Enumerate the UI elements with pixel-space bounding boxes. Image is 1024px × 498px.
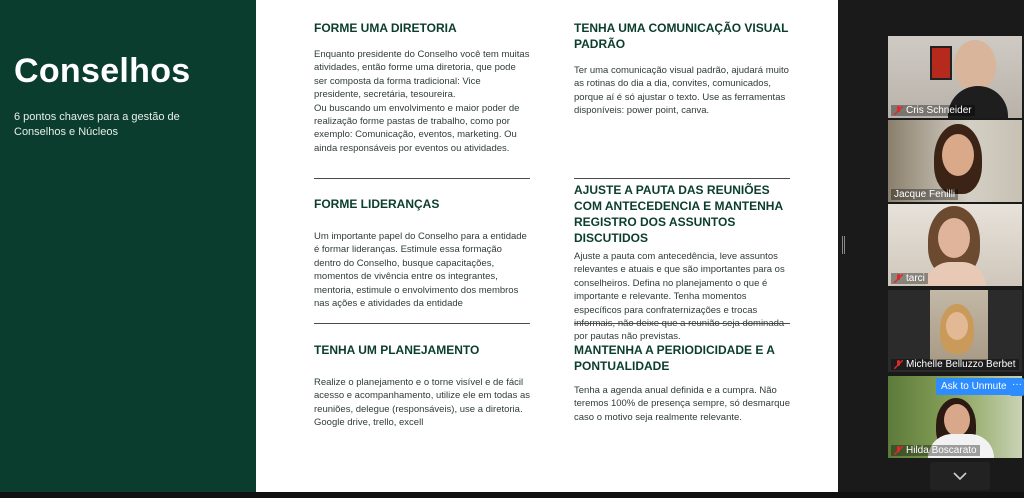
mic-muted-icon: [894, 360, 903, 369]
window-bottom-bar: [0, 492, 1024, 498]
section-title: TENHA UM PLANEJAMENTO: [314, 343, 480, 357]
section-body: Enquanto presidente do Conselho você tem muitas atividades, então forme uma diretoria, que pode ser composta da forma tradicional: Vice presidente, secretária, tesoureira. Ou buscando um envolvimento e maior poder de realização forme pastas de trabalho, como por exemplo: Comunicação, eventos, marketing. Ou ainda responsáveis por eventos ou atividades.: [314, 49, 530, 154]
participant-tile[interactable]: [888, 36, 1022, 118]
participant-name-label: Cris Schneider: [891, 105, 975, 116]
participant-face: [942, 134, 974, 176]
slide-brand-subtitle: 6 pontos chaves para a gestão de Conselhos e Núcleos: [14, 111, 180, 138]
section-divider: [574, 178, 790, 179]
section-planejamento: [314, 342, 530, 430]
panel-resize-handle[interactable]: [842, 236, 845, 254]
wall-picture: [930, 46, 952, 80]
section-forme-liderancas: [314, 196, 530, 310]
section-title: MANTENHA A PERIODICIDADE E A PONTUALIDADE: [574, 343, 775, 373]
section-title: TENHA UMA COMUNICAÇÃO VISUAL PADRÃO: [574, 21, 789, 51]
section-title: AJUSTE A PAUTA DAS REUNIÕES COM ANTECEDENCIA E MANTENHA REGISTRO DOS ASSUNTOS DISCUTIDOS: [574, 183, 783, 245]
section-forme-diretoria: [314, 20, 530, 155]
participant-tile[interactable]: [888, 204, 1022, 286]
participant-name-label: Jacque Fenilli: [891, 189, 958, 200]
mic-muted-icon: [894, 274, 903, 283]
participant-face: [938, 218, 970, 258]
chevron-down-icon: [953, 467, 967, 485]
section-title: FORME UMA DIRETORIA: [314, 21, 457, 35]
participant-name-label: Hilda Boscarato: [891, 445, 980, 456]
section-body: Realize o planejamento e o torne visível e de fácil acesso e acompanhamento, utilize ele em todas as reuniões, delegue (responsáveis), use a diretoria. Google drive, trello, excell: [314, 377, 530, 429]
section-body: Ter uma comunicação visual padrão, ajudará muito as rotinas do dia a dia, convites, comunicados, porque aí é só ajustar o texto. Use as ferramentas disponíveis: power point, canva.: [574, 65, 789, 117]
section-body: Ajuste a pauta com antecedência, leve assuntos relevantes e atuais e que são importantes para os conselheiros. Defina no planejamento o que é importante e relevante. Tenha momentos específicos para confraternizações e trocas por pautas não previstas.: [574, 251, 785, 343]
mic-muted-icon: [894, 106, 903, 115]
slide-title-panel: [0, 0, 256, 492]
section-divider: [314, 323, 530, 324]
section-title: FORME LIDERANÇAS: [314, 197, 440, 211]
section-divider: [314, 178, 530, 179]
participant-face: [946, 312, 968, 340]
section-pauta-reunioes: [574, 182, 790, 344]
mic-muted-icon: [894, 446, 903, 455]
participant-face: [944, 404, 970, 436]
section-body: Tenha a agenda anual definida e a cumpra. Não teremos 100% de presença sempre, só desmarque caso o motivo seja realmente relevante.: [574, 385, 790, 423]
scroll-participants-down-button[interactable]: [930, 462, 990, 490]
participant-tile[interactable]: [888, 290, 1022, 372]
participant-face: [954, 40, 996, 90]
section-periodicidade: [574, 342, 790, 424]
section-comunicacao-visual: [574, 20, 790, 118]
section-divider: [574, 323, 790, 324]
participant-tile[interactable]: [888, 120, 1022, 202]
slide-brand-title: Conselhos: [14, 52, 191, 90]
participant-name-label: tarci: [891, 273, 928, 284]
section-body: Um importante papel do Conselho para a entidade é formar lideranças. Estimule essa formação dentro do Conselho, busque capacitações, momentos de vivência entre os integrantes, mentoria, estimule o envolvimento dos membros nas ações e atividades da entidade: [314, 231, 527, 310]
more-options-button[interactable]: ···: [1010, 378, 1024, 396]
ask-to-unmute-button[interactable]: Ask to Unmute: [936, 378, 1012, 395]
participant-name-label: Michelle Belluzzo Berbet: [891, 359, 1019, 370]
